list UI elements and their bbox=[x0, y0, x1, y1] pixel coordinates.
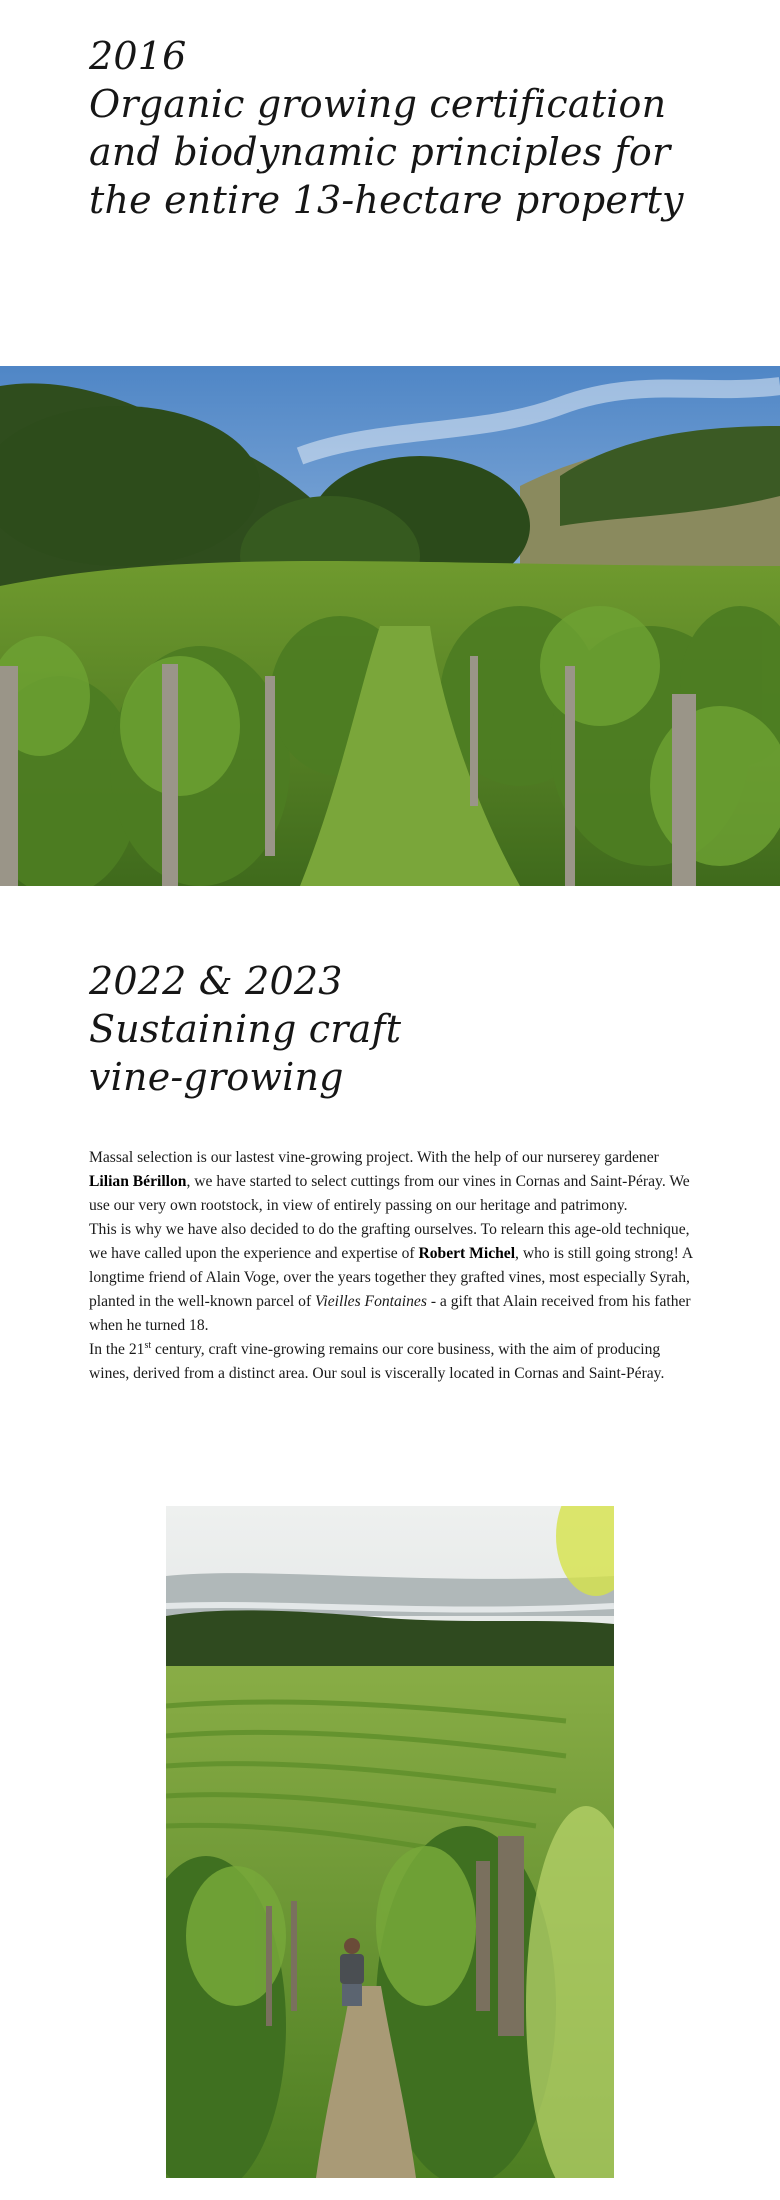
paragraph-massal-selection bbox=[89, 1146, 699, 1218]
heading-line: and biodynamic principles for bbox=[89, 130, 671, 174]
text-run: Massal selection is our lastest vine-growing project. With the help of our nurserey gardener bbox=[89, 1149, 659, 1166]
text-run: In the 21 bbox=[89, 1341, 145, 1358]
parcel-name: Vieilles Fontaines bbox=[315, 1293, 427, 1310]
text-run: century, craft vine-growing remains our core business, with the aim of producing wines, derived from a distinct area. Our soul is viscerally located in Cornas and Saint-Péray. bbox=[89, 1341, 665, 1382]
heading-line: the entire 13-hectare property bbox=[89, 178, 684, 222]
text-run: , who is still going strong! A longtime friend of Alain Voge, over the years together they grafted vines, most especially Syrah, planted in the well-known parcel of bbox=[89, 1245, 693, 1310]
heading-2022-2023-craft-vine-growing bbox=[89, 957, 401, 1101]
heading-line: 2022 & 2023 bbox=[89, 959, 343, 1003]
text-run: - a gift that Alain received from his father when he turned 18. bbox=[89, 1293, 691, 1334]
paragraph-grafting bbox=[89, 1218, 699, 1338]
heading-line: Sustaining craft bbox=[89, 1007, 402, 1051]
text-run: This is why we have also decided to do the grafting ourselves. To relearn this age-old technique, we have called upon the experience and expertise of bbox=[89, 1221, 690, 1262]
person-name: Robert Michel bbox=[418, 1245, 516, 1262]
heading-2016-organic-certification bbox=[89, 32, 684, 224]
person-name: Lilian Bérillon bbox=[89, 1173, 187, 1190]
ordinal-suffix: st bbox=[144, 1339, 152, 1351]
heading-line: vine-growing bbox=[89, 1055, 344, 1099]
paragraph-core-business bbox=[89, 1338, 699, 1386]
heading-line: Organic growing certification bbox=[89, 82, 667, 126]
heading-line: 2016 bbox=[89, 34, 187, 78]
vineyard-hillside-photo bbox=[0, 366, 780, 886]
steep-terraced-vineyard-worker-photo bbox=[166, 1506, 614, 2178]
craft-vine-growing-body bbox=[89, 1146, 699, 1386]
text-run: , we have started to select cuttings from our vines in Cornas and Saint-Péray. We use our very own rootstock, in view of entirely passing on our heritage and patrimony. bbox=[89, 1173, 690, 1214]
